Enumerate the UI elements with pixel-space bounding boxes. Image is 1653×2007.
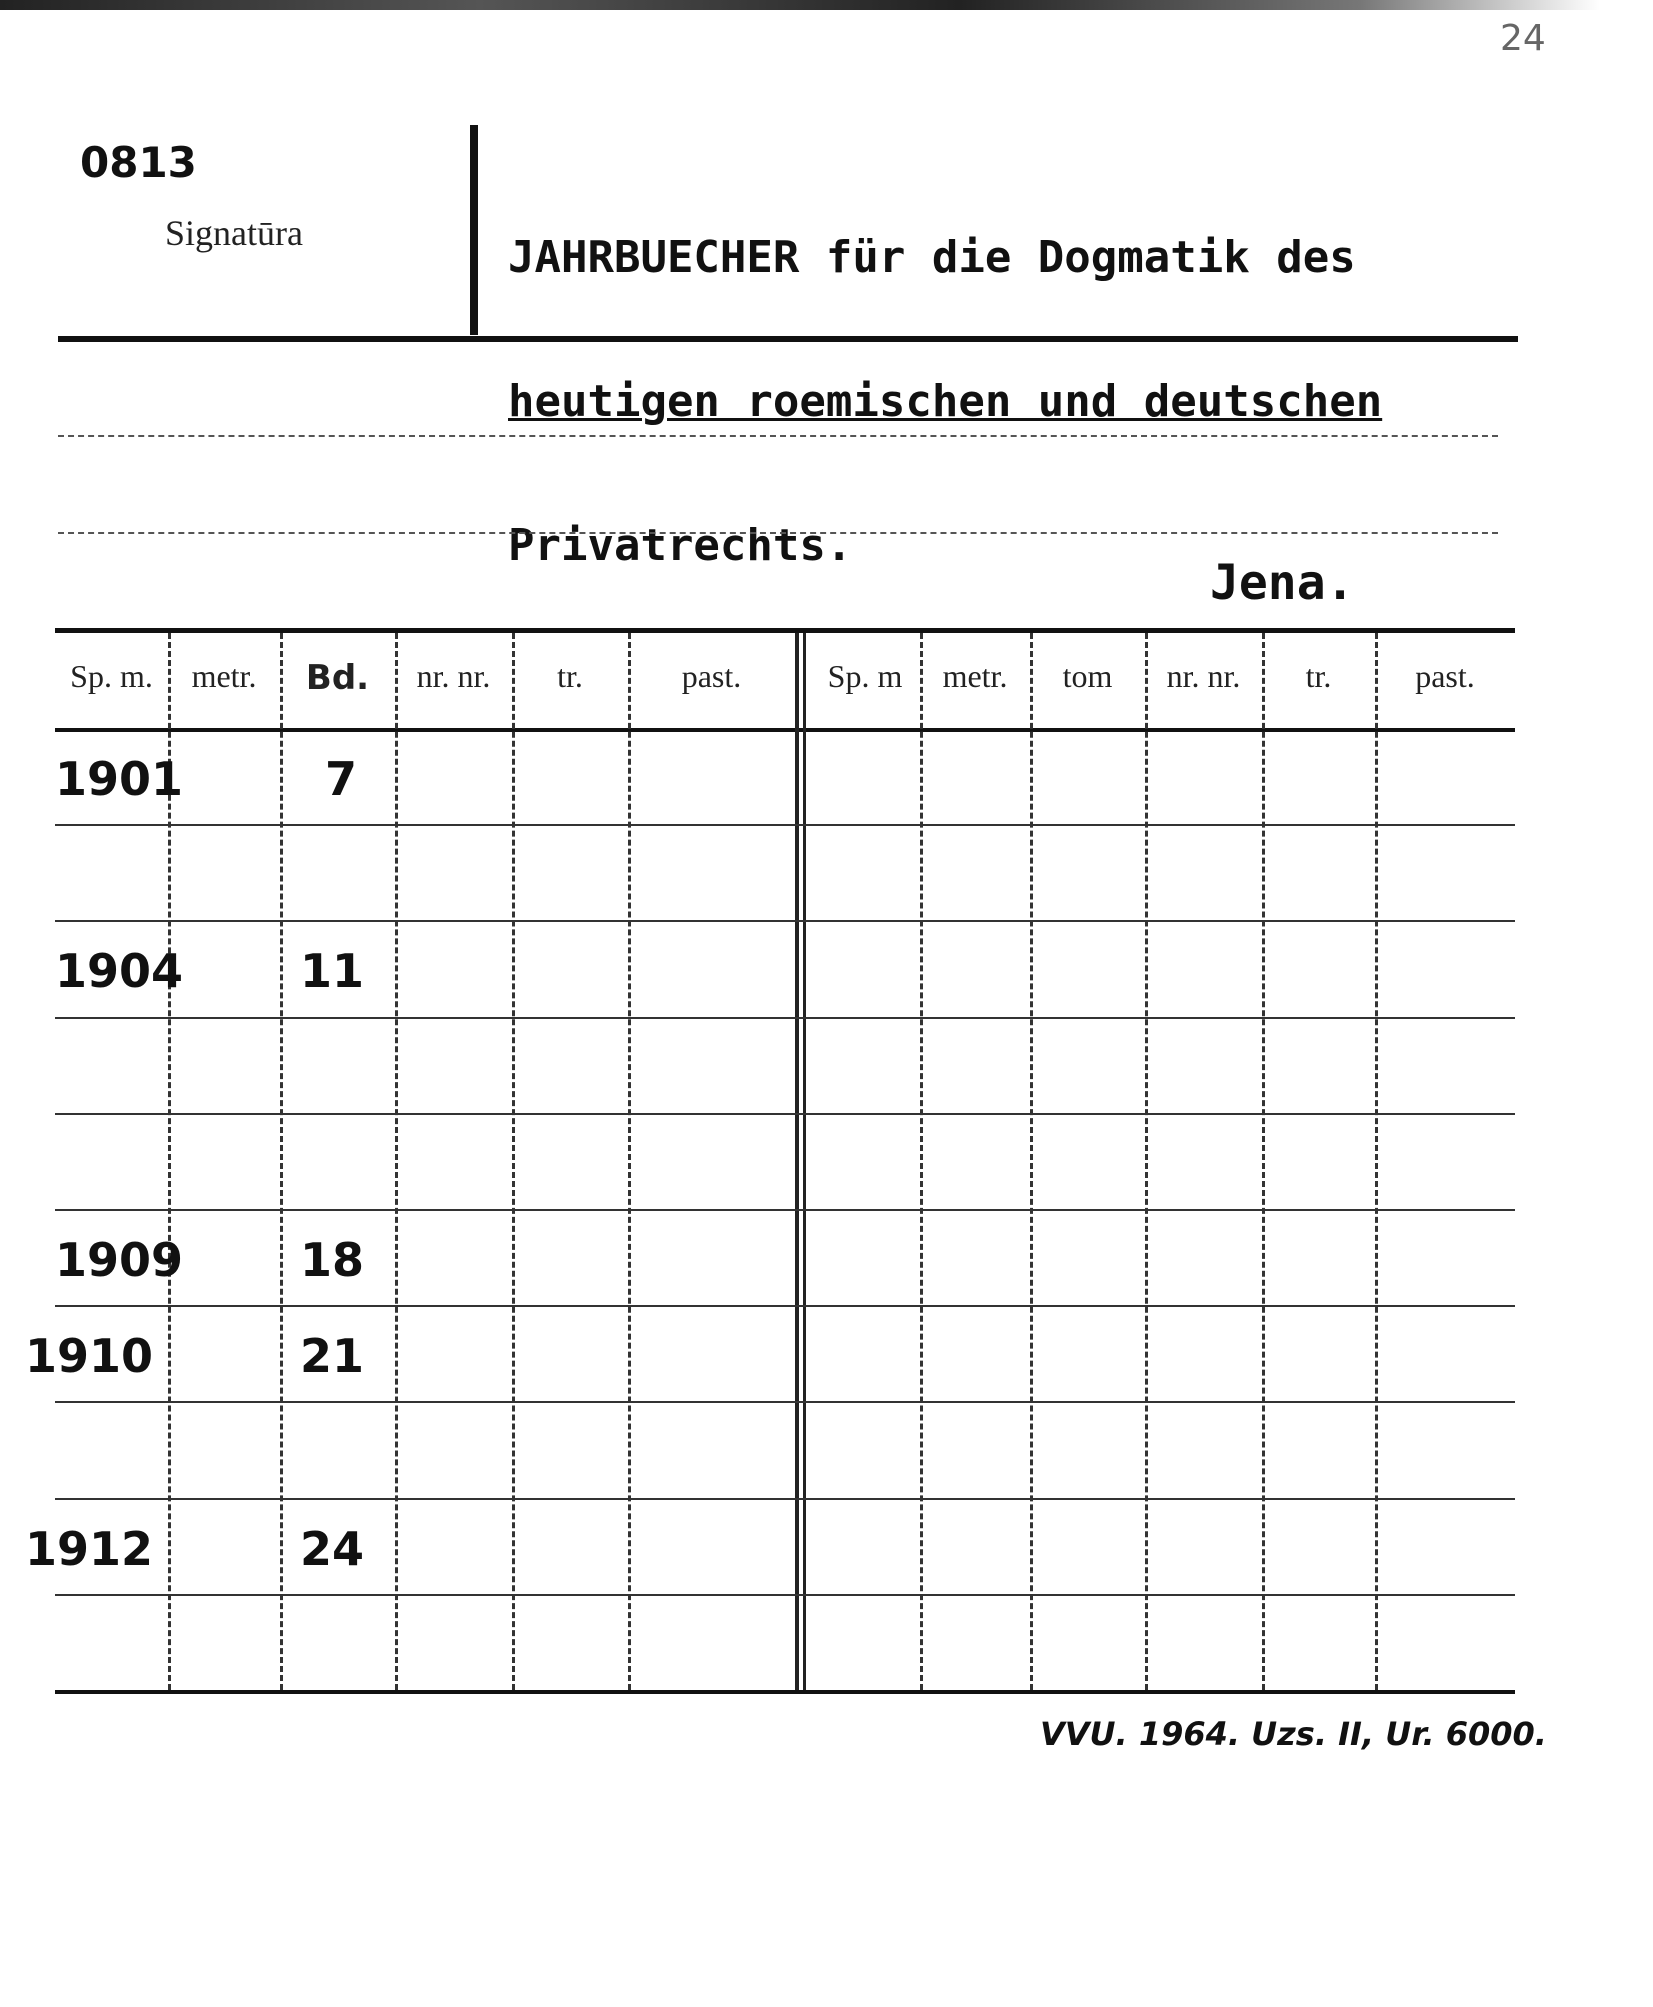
row-line (55, 824, 1515, 826)
corner-mark: 24 (1500, 18, 1546, 59)
column-divider (1262, 633, 1265, 1690)
row-year: 1909 (55, 1233, 184, 1287)
title-line-1: JAHRBUECHER für die Dogmatik des (508, 232, 1356, 283)
footer-note: VVU. 1964. Uzs. II, Ur. 6000. (1040, 1715, 1547, 1753)
row-line (55, 920, 1515, 922)
row-volume: 24 (300, 1522, 365, 1576)
title-line-2: heutigen roemischen und deutschen (508, 376, 1383, 427)
row-line (55, 1209, 1515, 1211)
column-header: nr. nr. (416, 658, 491, 694)
center-divider-a (795, 633, 799, 1690)
column-divider (628, 633, 631, 1690)
column-divider (1375, 633, 1378, 1690)
row-year: 1910 (25, 1329, 154, 1383)
column-header: Sp. m (827, 658, 903, 694)
column-header: Bd. (305, 658, 370, 698)
column-header: past. (681, 658, 742, 694)
row-volume: 11 (300, 944, 365, 998)
column-header: tr. (557, 658, 583, 694)
table-header-rule (55, 728, 1515, 732)
column-header: Sp. m. (70, 658, 153, 694)
row-line (55, 1017, 1515, 1019)
row-year: 1912 (25, 1522, 154, 1576)
row-line (55, 1305, 1515, 1307)
column-divider (1145, 633, 1148, 1690)
column-header: tr. (1305, 658, 1332, 694)
table-top-rule (55, 628, 1515, 633)
row-line (55, 1498, 1515, 1500)
column-header: metr. (942, 658, 1008, 694)
column-header: metr. (191, 658, 257, 694)
column-header: nr. nr. (1166, 658, 1241, 694)
title-line-3: Privatrechts. (508, 520, 853, 571)
table-bottom-rule (55, 1690, 1515, 1694)
column-divider (920, 633, 923, 1690)
column-divider (1030, 633, 1033, 1690)
center-divider-b (803, 633, 806, 1690)
row-line (55, 1401, 1515, 1403)
column-divider (512, 633, 515, 1690)
row-year: 1901 (55, 752, 184, 806)
column-header: tom (1062, 658, 1113, 694)
row-year: 1904 (55, 944, 184, 998)
column-header: past. (1415, 658, 1475, 694)
row-volume: 7 (325, 752, 358, 806)
row-volume: 21 (300, 1329, 365, 1383)
column-divider (280, 633, 283, 1690)
place-of-publication: Jena. (1210, 555, 1355, 611)
row-line (55, 1113, 1515, 1115)
row-line (55, 1594, 1515, 1596)
signature-number: 0813 (80, 138, 197, 187)
signature-label: Signatūra (165, 213, 303, 253)
row-volume: 18 (300, 1233, 365, 1287)
column-divider (395, 633, 398, 1690)
